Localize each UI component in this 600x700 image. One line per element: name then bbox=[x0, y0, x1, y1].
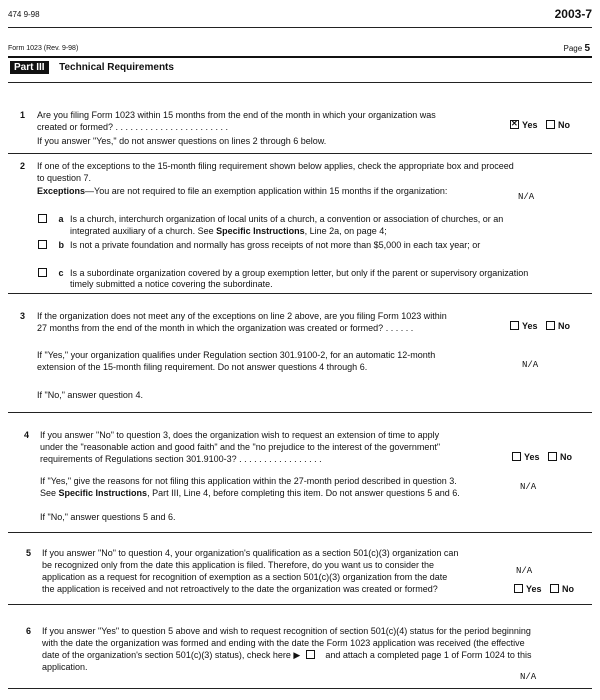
q2a-text-line2 bbox=[70, 226, 387, 236]
q2b-row bbox=[38, 240, 64, 250]
q4-na: N/A bbox=[520, 482, 537, 492]
q6-line3-post: and attach a completed page 1 of Form 1024 to this bbox=[325, 650, 532, 660]
q2-exceptions-label: Exceptions bbox=[37, 186, 86, 196]
q1-note: If you answer "Yes," do not answer questions on lines 2 through 6 below. bbox=[37, 136, 327, 146]
q4-line2-pre: See bbox=[40, 488, 57, 498]
q3-yes-label: Yes bbox=[522, 321, 538, 331]
q2c-row bbox=[38, 268, 64, 278]
q3-no-checkbox[interactable] bbox=[546, 321, 555, 330]
q2a-letter: a bbox=[58, 214, 64, 224]
part-header bbox=[10, 62, 174, 73]
q4-text-line1: If you answer "No" to question 3, does the organization wish to request an extension of time to apply bbox=[40, 430, 440, 440]
q4-specific-instructions: Specific Instructions bbox=[58, 488, 148, 498]
q4-yes-note-line2 bbox=[40, 488, 460, 498]
q5-yes-checkbox[interactable] bbox=[514, 584, 523, 593]
q6-na: N/A bbox=[520, 672, 537, 682]
q3-text-line1: If the organization does not meet any of the exceptions on line 2 above, are you filing Form 1023 within bbox=[37, 311, 447, 321]
q1-text-line2: created or formed? . . . . . . . . . . . . . . . . . . . . . . . bbox=[37, 122, 229, 132]
q3-na: N/A bbox=[522, 360, 539, 370]
q2a-line2-post: , Line 2a, on page 4; bbox=[304, 226, 387, 236]
q1-text-line1: Are you filing Form 1023 within 15 months from the end of the month in which your organization was bbox=[37, 110, 436, 120]
q5-number: 5 bbox=[26, 548, 32, 558]
q5-answer bbox=[514, 584, 574, 594]
q6-text-line1: If you answer "Yes" to question 5 above and wish to request recognition of section 501(c)(4) status for the period beginning bbox=[42, 626, 531, 636]
q3-no-label: No bbox=[558, 321, 571, 331]
page-indicator bbox=[564, 43, 590, 54]
q2b-checkbox[interactable] bbox=[38, 240, 47, 249]
q6-line3-pre: date of the organization's section 501(c)(3) status), check here ▶ bbox=[42, 650, 301, 660]
q2b-letter: b bbox=[58, 240, 65, 250]
q6-text-line3 bbox=[42, 650, 531, 661]
q2c-letter: c bbox=[58, 268, 64, 278]
q2-exceptions-text: —You are not required to file an exemption application within 15 months if the organization: bbox=[85, 186, 448, 196]
form-revision: Form 1023 (Rev. 9-98) bbox=[8, 45, 79, 52]
q2-number: 2 bbox=[20, 161, 26, 171]
part-label: Part III bbox=[10, 61, 49, 74]
q5-text-line3: application as a request for recognition of exemption as a section 501(c)(3) organization from the date bbox=[42, 572, 448, 582]
q5-yes-label: Yes bbox=[526, 584, 542, 594]
q4-no-checkbox[interactable] bbox=[548, 452, 557, 461]
q4-no-note: If "No," answer questions 5 and 6. bbox=[40, 512, 176, 522]
q4-line2-post: , Part III, Line 4, before completing this item. Do not answer questions 5 and 6. bbox=[147, 488, 460, 498]
q6-number: 6 bbox=[26, 626, 32, 636]
q2c-checkbox[interactable] bbox=[38, 268, 47, 277]
q2a-specific-instructions: Specific Instructions bbox=[216, 226, 305, 236]
q1-answer bbox=[510, 120, 570, 130]
q2a-checkbox[interactable] bbox=[38, 214, 47, 223]
q4-yes-label: Yes bbox=[524, 452, 540, 462]
q2-text-line1: If one of the exceptions to the 15-month filing requirement shown below applies, check the appropriate box and proceed bbox=[37, 161, 514, 171]
q3-yes-note-line2: extension of the 15-month filing requirement. Do not answer questions 4 through 6. bbox=[37, 362, 368, 372]
q5-no-label: No bbox=[562, 584, 575, 594]
q5-text-line4: the application is received and not retroactively to the date the organization was created or formed? bbox=[42, 584, 438, 594]
page-number: 5 bbox=[584, 43, 590, 54]
form-year: 2003-7 bbox=[554, 7, 592, 21]
q1-no-label: No bbox=[558, 120, 571, 130]
q5-text-line1: If you answer "No" to question 4, your organization's qualification as a section 501(c)(3) organization can bbox=[42, 548, 459, 558]
q4-text-line3: requirements of Regulations section 301.9100-3? . . . . . . . . . . . . . . . . . bbox=[40, 454, 322, 464]
q3-yes-note-line1: If "Yes," your organization qualifies under Regulation section 301.9100-2, for an automatic 12-month bbox=[37, 350, 436, 360]
q4-number: 4 bbox=[24, 430, 30, 440]
q2b-text: Is not a private foundation and normally has gross receipts of not more than $5,000 in each tax year; or bbox=[70, 240, 481, 250]
q5-no-checkbox[interactable] bbox=[550, 584, 559, 593]
q4-text-line2: under the "reasonable action and good faith" and the "no prejudice to the interest of the government" bbox=[40, 442, 441, 452]
part-title: Technical Requirements bbox=[59, 62, 174, 73]
q5-text-line2: be recognized only from the date this application is filed. Therefore, do you want us to consider the bbox=[42, 560, 435, 570]
q1-number: 1 bbox=[20, 110, 26, 120]
q1-yes-checkbox[interactable] bbox=[510, 120, 519, 129]
q1-yes-label: Yes bbox=[522, 120, 538, 130]
q6-text-line4: application. bbox=[42, 662, 88, 672]
q3-no-note: If "No," answer question 4. bbox=[37, 390, 143, 400]
q1-no-checkbox[interactable] bbox=[546, 120, 555, 129]
q2-text-line2: to question 7. bbox=[37, 173, 92, 183]
q4-answer bbox=[512, 452, 572, 462]
q2-na: N/A bbox=[518, 192, 535, 202]
form-code: 474 9-98 bbox=[8, 10, 40, 19]
q3-answer bbox=[510, 321, 570, 331]
q5-na: N/A bbox=[516, 566, 533, 576]
q2a-row bbox=[38, 214, 64, 224]
q3-yes-checkbox[interactable] bbox=[510, 321, 519, 330]
q4-no-label: No bbox=[560, 452, 573, 462]
q6-text-line2: with the date the organization was formed and ending with the date the Form 1023 application was received (the effective bbox=[42, 638, 525, 648]
q2a-line2-pre: integrated auxiliary of a church. See bbox=[70, 226, 214, 236]
q6-checkbox[interactable] bbox=[306, 650, 315, 659]
q3-number: 3 bbox=[20, 311, 26, 321]
q2a-text-line1: Is a church, interchurch organization of local units of a church, a convention or association of churches, or an bbox=[70, 214, 504, 224]
page-label: Page bbox=[563, 44, 583, 53]
q4-yes-checkbox[interactable] bbox=[512, 452, 521, 461]
q4-yes-note-line1: If "Yes," give the reasons for not filing this application within the 27-month period described in question 3. bbox=[40, 476, 457, 486]
q2-exceptions bbox=[37, 186, 447, 196]
q3-text-line2: 27 months from the end of the month in which the organization was created or formed? . . . . . . bbox=[37, 323, 414, 333]
q2c-text-line1: Is a subordinate organization covered by a group exemption letter, but only if the parent or supervisory organization bbox=[70, 268, 529, 278]
q2c-text-line2: timely submitted a notice covering the subordinate. bbox=[70, 279, 273, 289]
